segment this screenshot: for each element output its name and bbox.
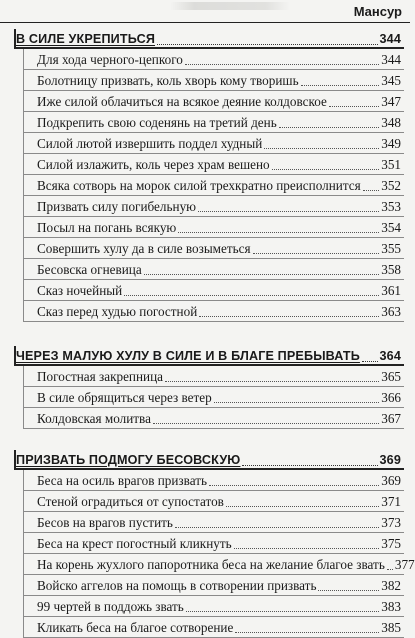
- dot-leader: [186, 610, 379, 612]
- page-number: 349: [381, 136, 401, 151]
- dot-leader: [363, 189, 380, 191]
- page-number: 352: [381, 178, 401, 193]
- dot-leader: [178, 231, 379, 233]
- dot-leader: [362, 360, 378, 362]
- toc-entry: [0, 175, 410, 196]
- section-heading: [0, 446, 410, 470]
- entry-title: Сказ перед худью погостной: [37, 304, 198, 319]
- toc-entry: [0, 217, 410, 238]
- page-number: 364: [379, 349, 401, 363]
- toc-entry: [0, 533, 410, 554]
- author-name: Мансур: [353, 4, 402, 19]
- entry-title: Бесовска огневица: [37, 262, 142, 277]
- entry-title: Беса на осиль врагов призвать: [37, 473, 207, 488]
- dot-leader: [253, 252, 380, 254]
- entry-title: Силой лютой извершить поддел худный: [37, 136, 263, 151]
- toc-entry: [0, 49, 410, 70]
- section-title: ПРИЗВАТЬ ПОДМОГУ БЕСОВСКУЮ: [16, 453, 241, 467]
- page-number: 355: [381, 241, 401, 256]
- dot-leader: [144, 273, 380, 275]
- toc-entry: [0, 512, 410, 533]
- dot-leader: [279, 126, 379, 128]
- entry-title: Для хода черного-цепкого: [37, 52, 183, 67]
- entry-title: Беса на крест погостный кликнуть: [37, 536, 232, 551]
- dot-leader: [157, 43, 378, 45]
- entry-title: Болотницу призвать, коль хворь кому творишь: [37, 73, 299, 88]
- entry-title: Силой излажить, коль через храм вешено: [37, 157, 270, 172]
- entry-title: Иже силой облачиться на всякое деяние колдовское: [37, 94, 327, 109]
- toc-entry: [0, 387, 410, 408]
- table-of-contents: [0, 25, 415, 638]
- toc-entry: [0, 280, 410, 301]
- toc-entry: [0, 238, 410, 259]
- dot-leader: [214, 401, 380, 403]
- section-heading: [0, 25, 410, 49]
- entry-title: Всяка сотворь на морок силой трехкратно преисполнится: [37, 178, 361, 193]
- entry-title: Колдовская молитва: [37, 411, 151, 426]
- toc-entry: [0, 366, 410, 387]
- entry-title: Кликать беса на благое сотворение: [37, 620, 234, 635]
- toc-entry: [0, 408, 410, 429]
- running-head: [0, 0, 410, 23]
- page-number: 366: [381, 390, 401, 405]
- entry-title: Призвать силу погибельную: [37, 199, 197, 214]
- page-number: 377: [394, 557, 415, 572]
- entry-title: Погостная закрепница: [37, 369, 164, 384]
- dot-leader: [234, 547, 380, 549]
- toc-entry: [0, 154, 410, 175]
- entry-title: Бесов на врагов пустить: [37, 515, 173, 530]
- dot-leader: [153, 422, 379, 424]
- page-number: 351: [381, 157, 401, 172]
- dot-leader: [235, 631, 379, 633]
- dot-leader: [124, 294, 379, 296]
- page-number: 344: [379, 32, 401, 46]
- toc-entry: [0, 575, 410, 596]
- page-number: 382: [381, 578, 401, 593]
- dot-leader: [198, 210, 379, 212]
- dot-leader: [318, 589, 379, 591]
- page-number: 353: [381, 199, 401, 214]
- section-heading: [0, 342, 410, 366]
- page-number: 358: [381, 262, 401, 277]
- page-number: 375: [381, 536, 401, 551]
- toc-entry: [0, 554, 415, 575]
- entry-title: 99 чертей в поддожь звать: [37, 599, 184, 614]
- dot-leader: [242, 464, 377, 466]
- page-number: 385: [381, 620, 401, 635]
- dot-leader: [199, 315, 379, 317]
- dot-leader: [209, 484, 379, 486]
- toc-entry: [0, 491, 410, 512]
- page-number: 345: [381, 73, 401, 88]
- toc-entry: [0, 112, 410, 133]
- dot-leader: [329, 105, 379, 107]
- toc-entry: [0, 133, 410, 154]
- page-number: 373: [381, 515, 401, 530]
- toc-entry: [0, 70, 410, 91]
- faded-header-text: [170, 2, 290, 10]
- toc-entry: [0, 596, 410, 617]
- toc-entry: [0, 196, 410, 217]
- dot-leader: [301, 84, 380, 86]
- dot-leader: [165, 380, 379, 382]
- page-number: 369: [379, 453, 401, 467]
- entry-title: Посыл на погань всякую: [37, 220, 177, 235]
- section-gap: [0, 429, 410, 446]
- entry-title: Войско аггелов на помощь в сотворении призвать: [37, 578, 317, 593]
- page-number: 371: [381, 494, 401, 509]
- entry-title: Подкрепить свою соденянь на третий день: [37, 115, 277, 130]
- entry-title: Сказ ночейный: [37, 283, 123, 298]
- dot-leader: [226, 505, 379, 507]
- page-number: 363: [381, 304, 401, 319]
- page-number: 344: [381, 52, 401, 67]
- page-number: 383: [381, 599, 401, 614]
- dot-leader: [264, 147, 379, 149]
- entry-title: Стеной оградиться от супостатов: [37, 494, 224, 509]
- page-number: 348: [381, 115, 401, 130]
- toc-entry: [0, 91, 410, 112]
- entry-title: В силе обрящиться через ветер: [37, 390, 212, 405]
- dot-leader: [272, 168, 380, 170]
- toc-entry: [0, 259, 410, 280]
- section-title: В СИЛЕ УКРЕПИТЬСЯ: [16, 32, 156, 46]
- toc-entry: [0, 617, 410, 638]
- entry-title: Совершить хулу да в силе возыметься: [37, 241, 251, 256]
- entry-title: На корень жухлого папоротника беса на желание благое звать: [37, 557, 385, 572]
- section-title: ЧЕРЕЗ МАЛУЮ ХУЛУ В СИЛЕ И В БЛАГЕ ПРЕБЫВАТЬ: [16, 349, 360, 363]
- page-number: 354: [381, 220, 401, 235]
- page-number: 367: [381, 411, 401, 426]
- dot-leader: [387, 568, 393, 570]
- page-number: 347: [381, 94, 401, 109]
- dot-leader: [175, 526, 379, 528]
- section-gap: [0, 322, 410, 342]
- page-number: 369: [381, 473, 401, 488]
- toc-entry: [0, 301, 410, 322]
- toc-entry: [0, 470, 410, 491]
- page-number: 361: [381, 283, 401, 298]
- dot-leader: [185, 63, 379, 65]
- page-number: 365: [381, 369, 401, 384]
